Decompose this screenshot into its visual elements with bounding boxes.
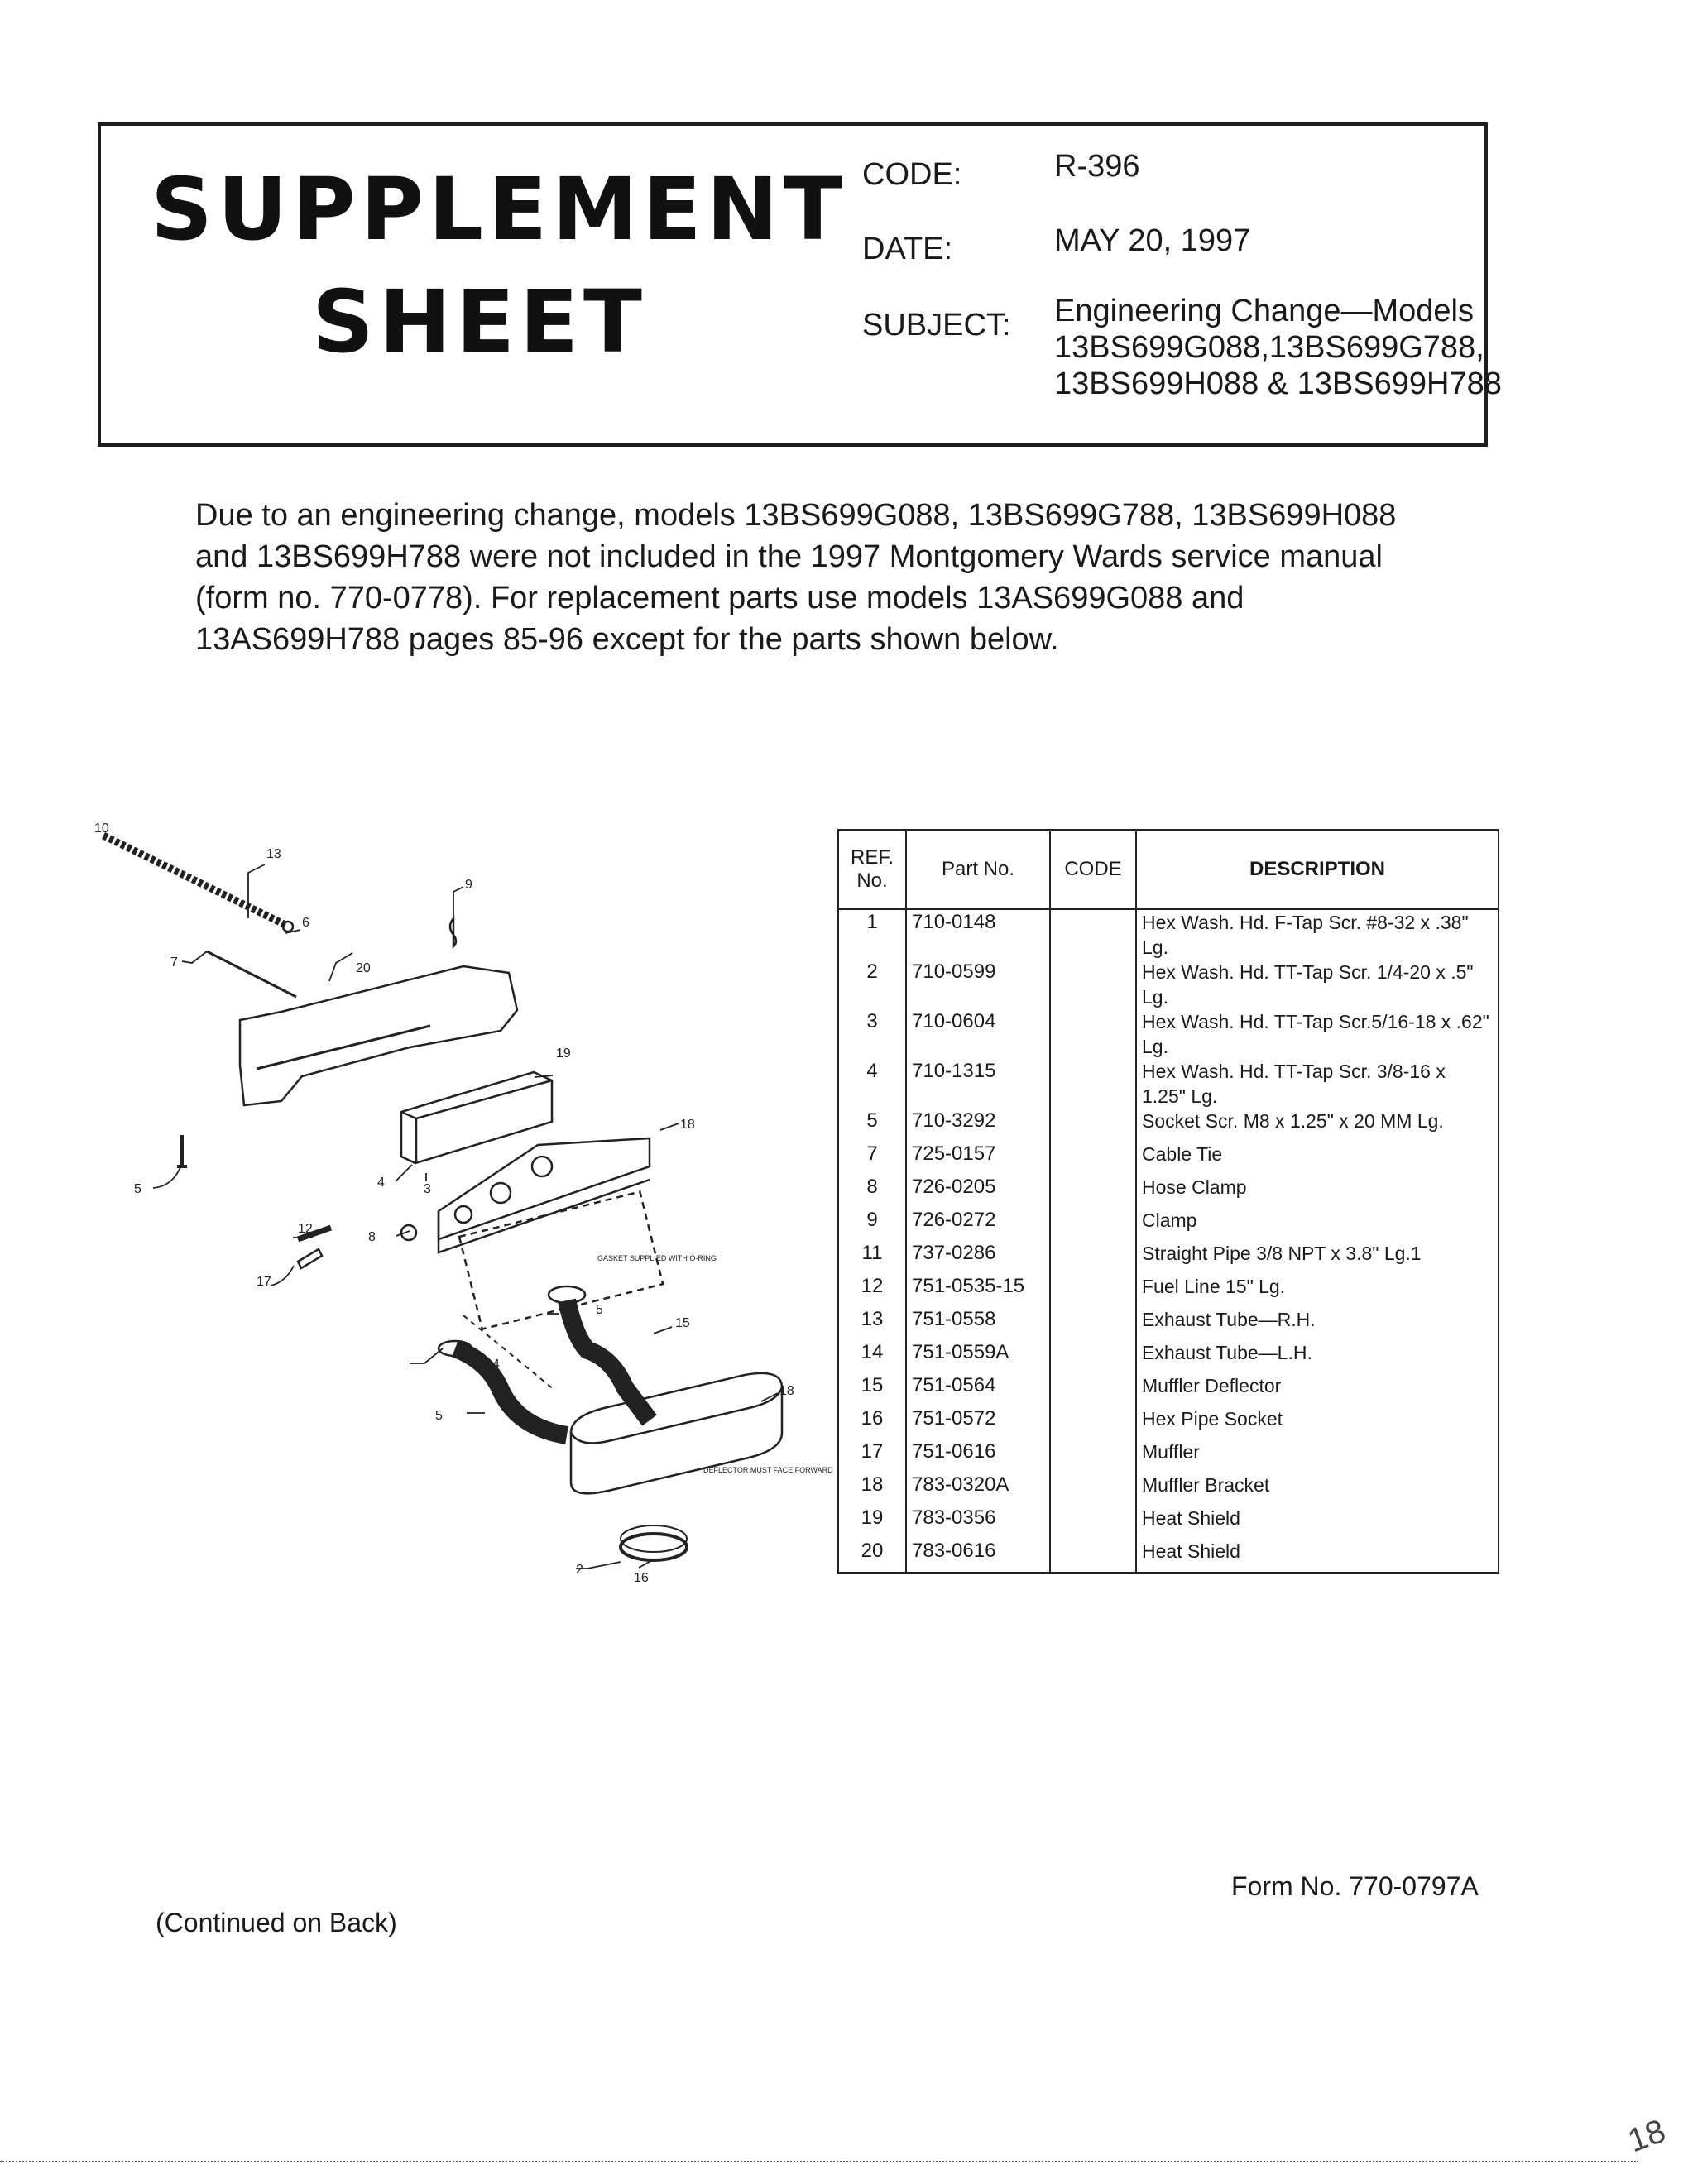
intro-paragraph: Due to an engineering change, models 13BS699G088, 13BS699G788, 13BS699H088 and 13BS699H788 were not included in the 1997 Montgomery Wards service manual (form no. 770-0778). For replacement parts use models 13AS699G088 and 13AS699H788 pages 85-96 except for the parts shown below. [195,498,1397,657]
parts-table-row [838,960,1499,1009]
code-cell [1050,1274,1136,1307]
parts-table-row [838,1175,1499,1208]
form-number: Form No. 770-0797A [1231,1871,1479,1901]
callout-20: 20 [356,961,371,975]
description-cell: Cable Tie [1136,1142,1499,1175]
ref-cell: 9 [838,1208,906,1241]
bottom-rule [0,2161,1638,2162]
part-number-cell: 751-0535-15 [906,1274,1050,1307]
subject-line-3: 13BS699H088 & 13BS699H788 [1054,366,1502,401]
parts-table-row [838,1109,1499,1142]
part-number-cell: 725-0157 [906,1142,1050,1175]
fuel-line-part [103,836,293,932]
code-header: CODE [1050,831,1136,909]
ref-cell: 1 [838,909,906,960]
code-cell [1050,1175,1136,1208]
part-number-cell: 751-0572 [906,1406,1050,1439]
part-number-cell: 783-0616 [906,1539,1050,1573]
gasket-note: GASKET SUPPLIED WITH O-RING [597,1254,717,1262]
parts-table-row [838,1142,1499,1175]
code-cell [1050,1539,1136,1573]
parts-table-row [838,1473,1499,1506]
description-cell: Hose Clamp [1136,1175,1499,1208]
ref-cell: 14 [838,1340,906,1373]
ref-cell: 11 [838,1241,906,1274]
code-cell [1050,1109,1136,1142]
parts-table-row [838,1241,1499,1274]
callout-3: 4 [377,1176,385,1190]
ref-cell: 16 [838,1406,906,1439]
code-cell [1050,1439,1136,1473]
ref-cell: 20 [838,1539,906,1573]
part-number-cell: 783-0356 [906,1506,1050,1539]
date-value: MAY 20, 1997 [1054,223,1251,258]
callout-5-left: 5 [435,1409,443,1423]
parts-table-row [838,1009,1499,1059]
part-number-cell: 751-0616 [906,1439,1050,1473]
code-cell [1050,909,1136,960]
description-cell: Hex Wash. Hd. F-Tap Scr. #8-32 x .38" Lg. [1136,909,1499,960]
code-cell [1050,1373,1136,1406]
part-number-cell: 783-0320A [906,1473,1050,1506]
part-number-cell: 710-3292 [906,1109,1050,1142]
part-number-cell: 751-0559A [906,1340,1050,1373]
parts-table-row [838,1406,1499,1439]
description-cell: Heat Shield [1136,1539,1499,1573]
parts-table-row [838,1059,1499,1109]
callout-14: 15 [675,1316,690,1330]
code-cell [1050,1241,1136,1274]
parts-table-row [838,1307,1499,1340]
exhaust-tube-rh-part [455,1348,567,1435]
part-header: Part No. [906,831,1050,909]
part-number-cell: 710-0599 [906,960,1050,1009]
exploded-parts-diagram [91,819,833,1646]
deflector-note: DEFLECTOR MUST FACE FORWARD [703,1466,833,1474]
parts-table-row [838,1539,1499,1573]
ref-cell: 7 [838,1142,906,1175]
muffler-bracket-part [439,1138,663,1329]
description-cell: Heat Shield [1136,1506,1499,1539]
ref-cell: 3 [838,1009,906,1059]
code-cell [1050,1059,1136,1109]
callout-4: 5 [134,1182,141,1196]
subject-value [1054,293,1502,402]
description-cell: Socket Scr. M8 x 1.25" x 20 MM Lg. [1136,1109,1499,1142]
heat-shield-20-part [240,966,517,1105]
part-number-cell: 710-0604 [906,1009,1050,1059]
callout-7: 7 [170,956,178,970]
screw-4-part [177,1135,187,1166]
title-line-1: SUPPLEMENT [151,159,847,260]
margin-mark: 18 [1623,2112,1671,2160]
date-label: DATE: [862,232,953,266]
description-cell: Clamp [1136,1208,1499,1241]
description-cell: Muffler [1136,1439,1499,1473]
exhaust-tube-lh-part [567,1300,650,1420]
continued-note: (Continued on Back) [156,1908,397,1937]
parts-table-row [838,1506,1499,1539]
subject-line-1: Engineering Change—Models [1054,294,1474,328]
code-cell [1050,1506,1136,1539]
subject-label: SUBJECT: [862,308,1011,342]
ref-cell: 2 [838,960,906,1009]
description-cell: Muffler Bracket [1136,1473,1499,1506]
callout-9: 9 [465,878,472,892]
callout-13: 14 [485,1358,500,1372]
part-number-cell: 710-0148 [906,909,1050,960]
description-cell: Exhaust Tube—L.H. [1136,1340,1499,1373]
callout-11: 12 [298,1222,313,1236]
callout-10: 10 [94,821,109,836]
part-number-cell: 710-1315 [906,1059,1050,1109]
hex-pipe-socket-part [298,1249,322,1268]
title-line-2: SHEET [312,271,647,372]
callout-15: 16 [634,1571,649,1585]
code-cell [1050,1009,1136,1059]
code-cell [1050,1208,1136,1241]
ref-cell: 19 [838,1506,906,1539]
code-cell [1050,1473,1136,1506]
ref-cell: 12 [838,1274,906,1307]
parts-table-row [838,1340,1499,1373]
code-cell [1050,1142,1136,1175]
description-header: DESCRIPTION [1136,831,1499,909]
parts-table-row [838,1208,1499,1241]
code-cell [1050,1340,1136,1373]
ref-cell: 8 [838,1175,906,1208]
description-cell: Hex Wash. Hd. TT-Tap Scr. 1/4-20 x .5" Lg. [1136,960,1499,1009]
callout-18: 18 [680,1118,695,1132]
callout-2: 3 [424,1182,431,1196]
ref-cell: 5 [838,1109,906,1142]
header-box [98,122,1502,447]
parts-table-header [838,831,1499,909]
ref-header: REF. No. [838,831,906,909]
parts-table-row [838,1439,1499,1473]
callout-5-top: 5 [596,1303,603,1317]
part-number-cell: 726-0272 [906,1208,1050,1241]
part-number-cell: 737-0286 [906,1241,1050,1274]
cable-tie-part [207,951,296,997]
clamp-part [450,918,456,946]
description-cell: Straight Pipe 3/8 NPT x 3.8" Lg.1 [1136,1241,1499,1274]
muffler-part [571,1373,782,1493]
parts-table [837,829,1499,1574]
description-cell: Fuel Line 15" Lg. [1136,1274,1499,1307]
description-cell: Muffler Deflector [1136,1373,1499,1406]
parts-table-row [838,909,1499,960]
description-cell: Hex Wash. Hd. TT-Tap Scr. 3/8-16 x 1.25" Lg. [1136,1059,1499,1109]
code-value: R-396 [1054,149,1140,184]
muffler-deflector-part [621,1534,687,1560]
ref-cell: 18 [838,1473,906,1506]
callout-12: 13 [266,847,281,861]
part-number-cell: 726-0205 [906,1175,1050,1208]
callout-16: 17 [257,1275,271,1289]
parts-table-row [838,1373,1499,1406]
ref-cell: 13 [838,1307,906,1340]
subject-line-2: 13BS699G088,13BS699G788, [1054,330,1484,365]
part-number-cell: 751-0564 [906,1373,1050,1406]
callout-1: 2 [576,1563,583,1577]
code-cell [1050,1307,1136,1340]
callout-17: 18 [779,1384,794,1398]
callout-8: 8 [368,1230,376,1244]
code-cell [1050,1406,1136,1439]
callout-6: 6 [302,916,309,930]
description-cell: Exhaust Tube—R.H. [1136,1307,1499,1340]
code-label: CODE: [862,157,962,192]
callout-19: 19 [556,1046,571,1061]
parts-table-row [838,1274,1499,1307]
description-cell: Hex Pipe Socket [1136,1406,1499,1439]
ref-cell: 4 [838,1059,906,1109]
description-cell: Hex Wash. Hd. TT-Tap Scr.5/16-18 x .62" Lg. [1136,1009,1499,1059]
code-cell [1050,960,1136,1009]
ref-cell: 15 [838,1373,906,1406]
part-number-cell: 751-0558 [906,1307,1050,1340]
ref-cell: 17 [838,1439,906,1473]
